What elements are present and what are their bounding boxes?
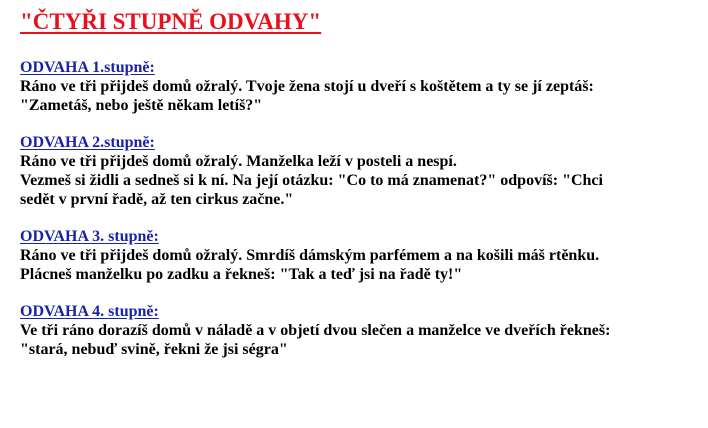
section-heading: ODVAHA 3. stupně: [20, 228, 159, 245]
text-line: "Zametáš, nebo ještě někam letíš?" [20, 97, 263, 114]
text-line: Vezmeš si židli a sedneš si k ní. Na její otázku: "Co to má znamenat?" odpovíš: "Chci [20, 172, 603, 189]
section-odvaha-3 [20, 227, 708, 284]
text-line: Ráno ve tři přijdeš domů ožralý. Tvoje žena stojí u dveří s koštětem a ty se jí zeptáš: [20, 78, 594, 95]
section-odvaha-4 [20, 302, 708, 359]
text-line: Ráno ve tři přijdeš domů ožralý. Manželka leží v posteli a nespí. [20, 153, 457, 170]
section-heading: ODVAHA 1.stupně: [20, 59, 155, 76]
text-line: "stará, nebuď svině, řekni že jsi ségra" [20, 341, 288, 358]
text-line: Ve tři ráno dorazíš domů v náladě a v objetí dvou slečen a manželce ve dveřích řekneš: [20, 322, 611, 339]
text-line: Plácneš manželku po zadku a řekneš: "Tak a teď jsi na řadě ty!" [20, 266, 463, 283]
section-heading: ODVAHA 4. stupně: [20, 303, 159, 320]
text-line: sedět v první řadě, až ten cirkus začne." [20, 191, 294, 208]
section-heading: ODVAHA 2.stupně: [20, 134, 155, 151]
section-odvaha-2 [20, 133, 708, 209]
document-title: "ČTYŘI STUPNĚ ODVAHY" [20, 9, 322, 34]
section-odvaha-1 [20, 58, 708, 115]
text-line: Ráno ve tři přijdeš domů ožralý. Smrdíš dámským parfémem a na košili máš rtěnku. [20, 247, 600, 264]
